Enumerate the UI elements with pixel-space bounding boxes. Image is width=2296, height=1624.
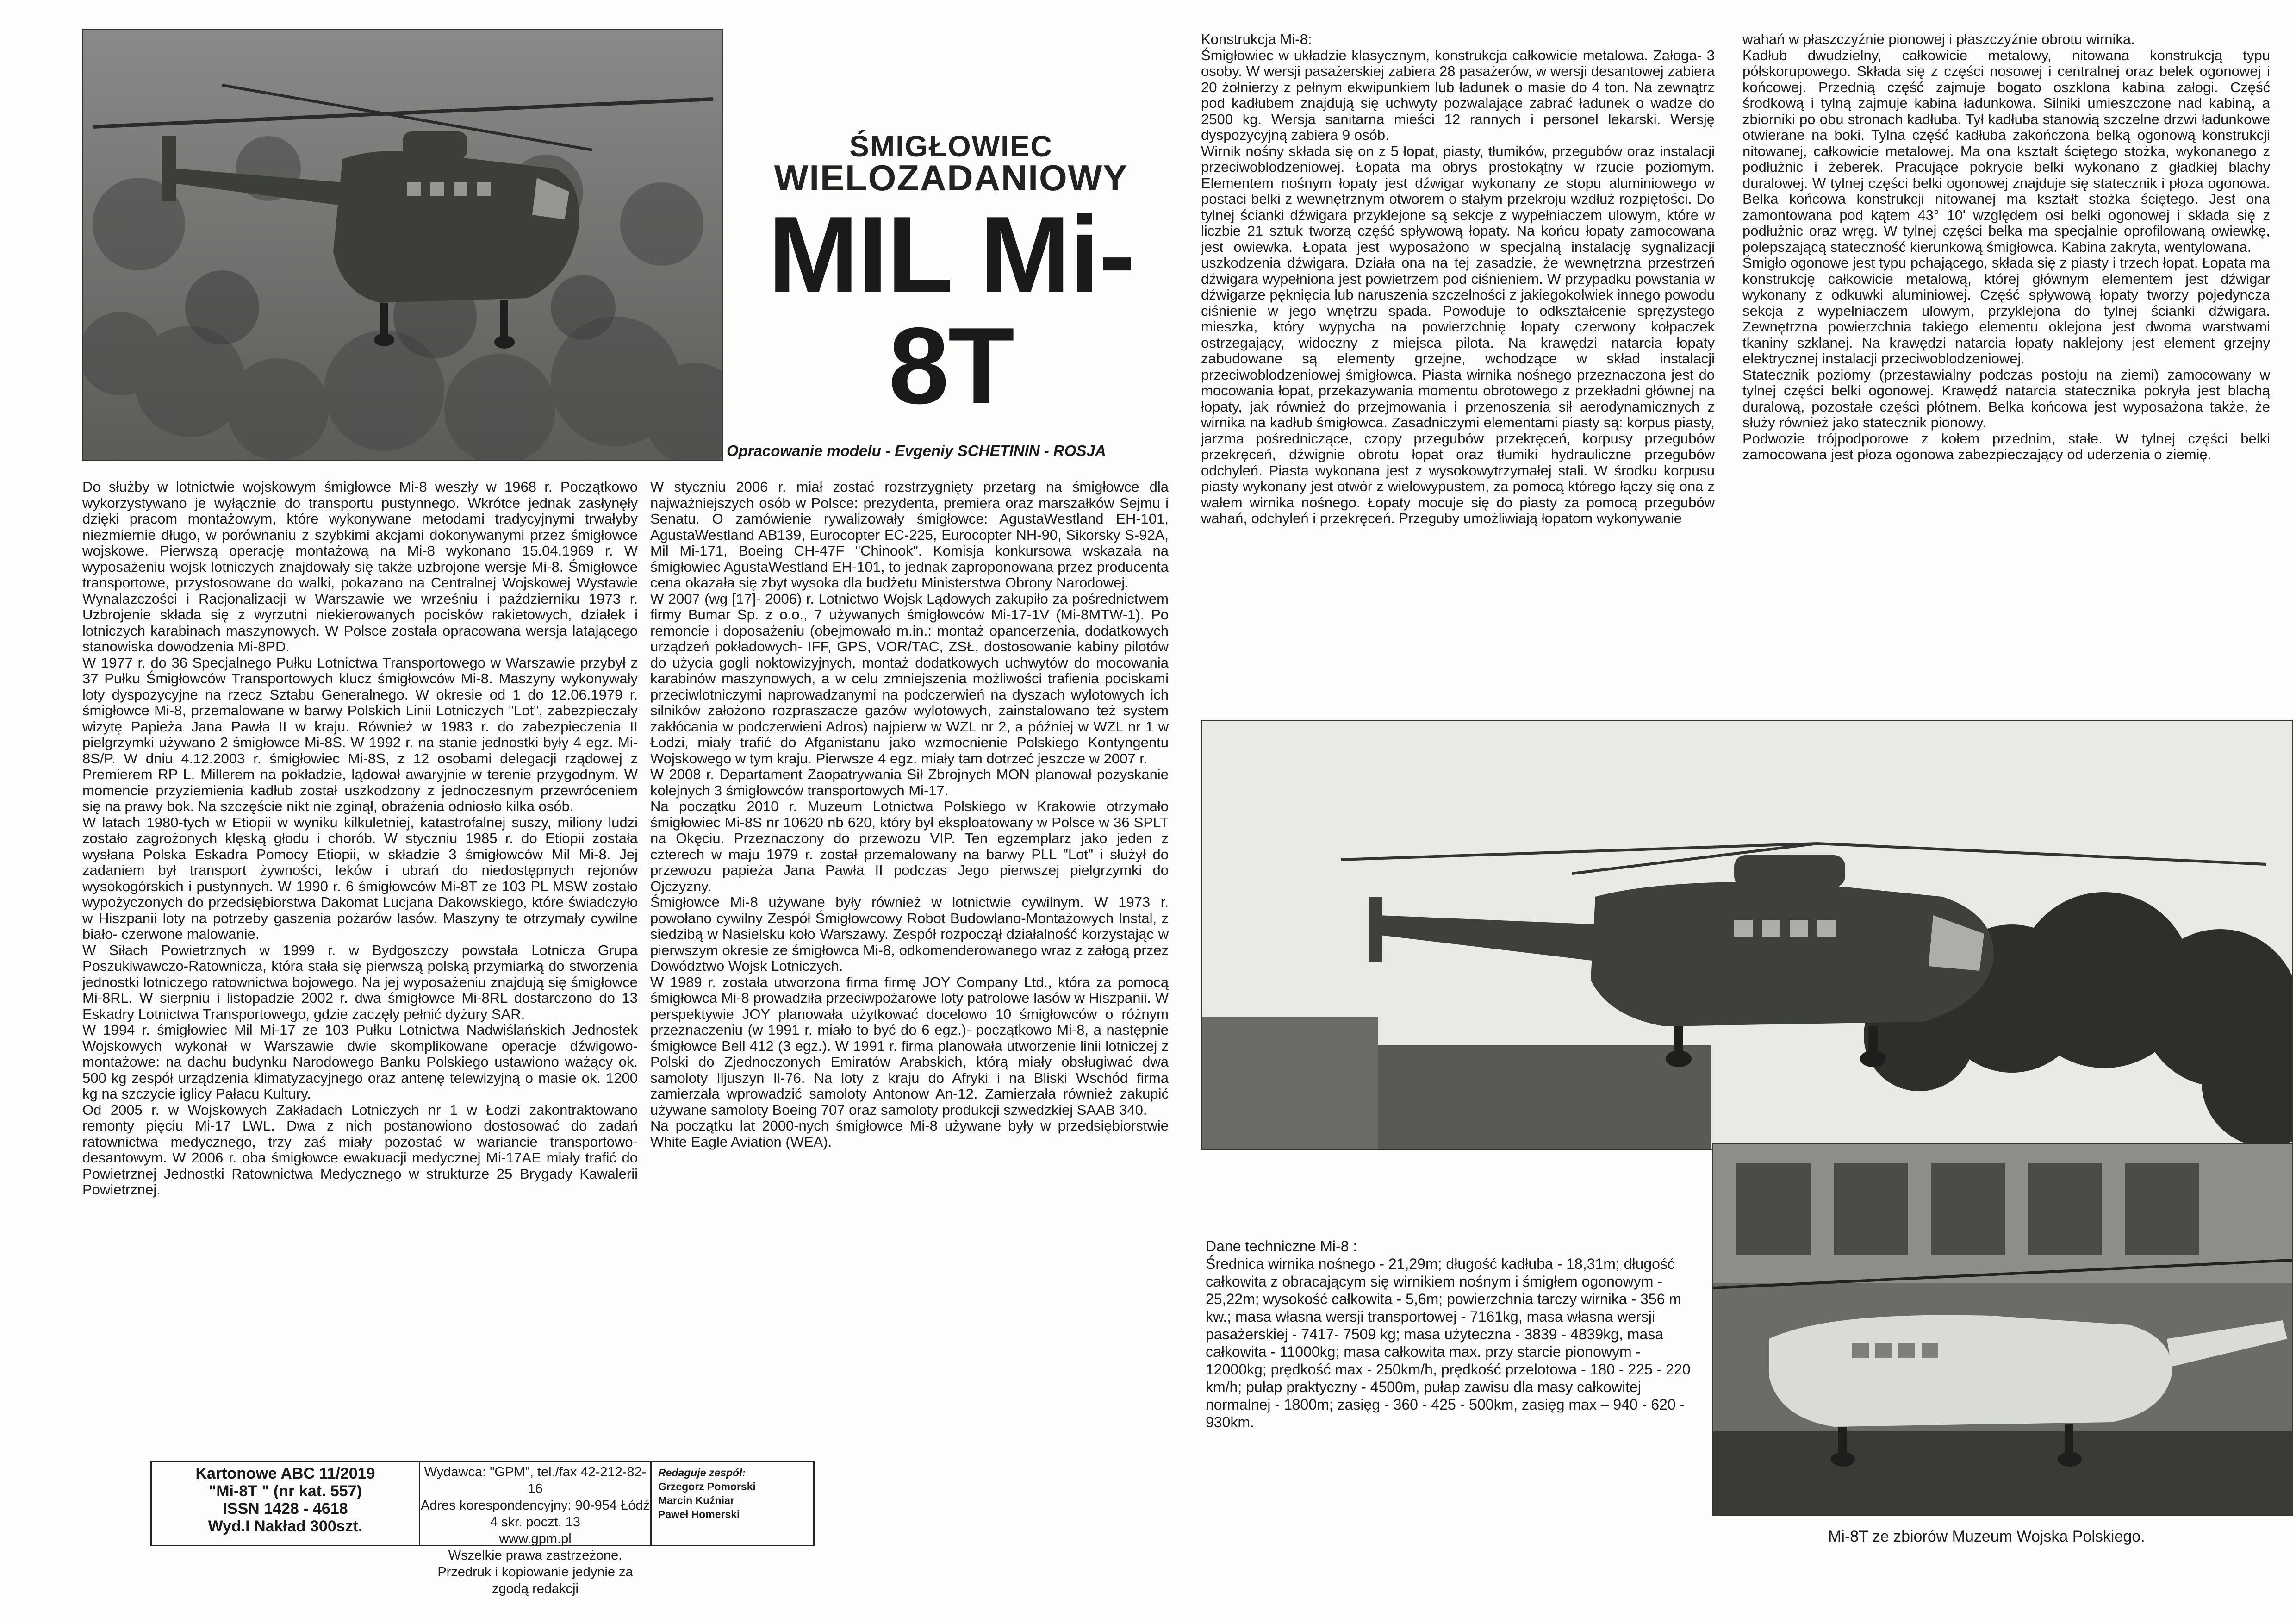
paragraph: W 2008 r. Departament Zaopatrywania Sił Zbrojnych MON planował pozyskanie kolejnych 3 śmigłowców transportowych Mi-17. bbox=[650, 766, 1169, 799]
paragraph: Od 2005 r. w Wojskowych Zakładach Lotniczych nr 1 w Łodzi zakontraktowano remonty pięciu Mi-17 LWL. Dwa z nich postanowiono dostosować do zadań ratownictwa medycznego, trzy zaś miały pozostać w wariancie transportowo-desantowym. W 2006 r. oba śmigłowce ewakuacji medycznej Mi-17AE miały trafić do Powietrznej Jednostki Ratownictwa Medycznego w strukturze 25 Brygady Kawalerii Powietrznej. bbox=[82, 1101, 638, 1198]
subtitle-line2: WIELOZADANIOWY bbox=[774, 157, 1128, 198]
paragraph: wahań w płaszczyźnie pionowej i płaszczyźnie obrotu wirnika. bbox=[1742, 31, 2135, 47]
technical-data bbox=[1201, 1234, 1710, 1435]
imprint-line: Grzegorz Pomorski bbox=[658, 1480, 756, 1493]
imprint-editors-heading: Redaguje zespół: bbox=[658, 1467, 746, 1479]
imprint-publisher bbox=[420, 1462, 652, 1596]
paragraph: Podwozie trójpodporowe z kołem przednim, stałe. W tylnej części belki zamocowana jest płoza ogonowa zabezpieczający od uderzenia o ziemię. bbox=[1742, 430, 2270, 462]
paragraph: W styczniu 2006 r. miał zostać rozstrzygnięty przetarg na śmigłowce dla najważniejszych osób w Polsce: prezydenta, premiera oraz marszałków Sejmu i Senatu. O zamówienie rywalizowały śmigłowce: AgustaWestland EH-101, AgustaWestland AB139, Eurocopter EC-225, Eurocopter NH-90, Sikorsky S-92A, Mil Mi-171, Boeing CH-47F "Chinook". Komisja konkursowa wskazała na śmigłowiec AgustaWestland EH-101, to jednak zaproponowana przez producenta cena okazała się zbyt wysoka dla budżetu Ministerstwa Obrony Narodowej. bbox=[650, 479, 1169, 591]
paragraph: Statecznik poziomy (przestawialny podczas postoju na ziemi) zamocowany w tylnej części belki ogonowej. Krawędź natarcia statecznika pokryła jest blachą duralową, pozostałe części płótnem. Belka końcowa jest wyposażona także, że służy również jako statecznik pionowy. bbox=[1742, 366, 2270, 431]
paragraph: Konstrukcja Mi-8: bbox=[1201, 31, 1312, 47]
landing-helicopter-photo bbox=[1201, 720, 2293, 1150]
imprint-line: Kartonowe ABC 11/2019 bbox=[195, 1465, 375, 1482]
paragraph: W 1977 r. do 36 Specjalnego Pułku Lotnictwa Transportowego w Warszawie przybył z 37 Pułku Śmigłowców Transportowych klucz śmigłowców Mi-8. Maszyny wykonywały loty dyspozycyjne na rzecz Sztabu Generalnego. W okresie od 1 do 12.06.1979 r. śmigłowce Mi-8, przemalowane w barwy Polskich Linii Lotniczych "Lot", zabezpieczały wizytę Papieża Jana Pawła II w kraju. Również w 1983 r. do zabezpieczenia II pielgrzymki używano 2 śmigłowce Mi-8S. W 1992 r. na stanie jednostki były 4 egz. Mi-8S/P. W dniu 4.12.2003 r. śmigłowiec Mi-8S, z 12 osobami delegacji rządowej z Premierem RP L. Millerem na pokładzie, lądował awaryjnie w terenie przygodnym. W momencie przyziemienia kadłub został uszkodzony z jednoczesnym przewróceniem się na prawy bok. Na szczęście nikt nie zginął, obrażenia odniosło kilka osób. bbox=[82, 654, 638, 814]
imprint-line: Marcin Kuźniar bbox=[658, 1494, 734, 1506]
paragraph: W 2007 (wg [17]- 2006) r. Lotnictwo Wojsk Lądowych zakupiło za pośrednictwem firmy Bumar Sp. z o.o., 7 używanych śmigłowców Mi-17-1V (Mi-8MTW-1). Po remoncie i doposażeniu (obejmowało m.in.: montaż opancerzenia, dodatkowych urządzeń pokładowych- IFF, GPS, VOR/TAC, ZSŁ, dostosowanie kabiny pilotów do użycia gogli noktowizyjnych, montaż dodatkowych uchwytów do mocowania karabinów maszynowych, a w celu zmniejszenia możliwości trafienia pociskami przeciwlotniczymi naprowadzanymi na podczerwień na dyszach wylotowych ich silników założono rozpraszacze gazów wylotowych, zainstalowano też system zakłócania w podczerwieni Adros) najpierw w WZL nr 2, a później w WZL nr 1 w Łodzi, miały trafić do Afganistanu jako wzmocnienie Polskiego Kontyngentu Wojskowego w tym kraju. Pierwsze 4 egz. miały tam dotrzeć jeszcze w 2007 r. bbox=[650, 590, 1169, 767]
paragraph: Śmigłowce Mi-8 używane były również w lotnictwie cywilnym. W 1973 r. powołano cywilny Zespół Śmigłowcowy Robot Budowlano-Montażowych Instal, z siedzibą w Nasielsku koło Warszawy. Zespół rozpoczął działalność korzystając w pierwszym okresie ze śmigłowca Mi-8, odkomenderowanego wraz z załogą przez Dowództwo Wojsk Lotniczych. bbox=[650, 894, 1169, 974]
imprint-line: Paweł Homerski bbox=[658, 1508, 740, 1520]
imprint-line: www.gpm.pl bbox=[499, 1531, 572, 1546]
imprint-line: Wszelkie prawa zastrzeżone. bbox=[448, 1548, 622, 1563]
model-credit: Opracowanie modelu - Evgeniy SCHETININ - ROSJA bbox=[727, 442, 1106, 459]
paragraph: Do służby w lotnictwie wojskowym śmigłowce Mi-8 weszły w 1968 r. Początkowo wykorzystywano je wyłącznie do transportu pustynnego. Wkrótce jednak zasłynęły dzięki pracom montażowym, które wykonywane metodami tradycyjnymi trwałyby niezmiernie długo, w porównaniu z szybkimi akcjami dokonywanymi przez śmigłowce wojskowe. Pierwszą operację montażową na Mi-8 wykonano 15.04.1969 r. W wyposażeniu wojsk lotniczych znajdowały się także uzbrojone wersje Mi-8. Śmigłowce transportowe, przystosowane do walki, pokazano na Centralnej Wojskowej Wystawie Wynalazczości i Racjonalizacji w Warszawie we wrześniu i październiku 1973 r. Uzbrojenie składa się z wyrzutni niekierowanych pocisków rakietowych, działek i lotniczych karabinach maszynowych. W Polsce została opracowana wersja latającego stanowiska dowodzenia Mi-8PD. bbox=[82, 479, 638, 655]
paragraph: W latach 1980-tych w Etiopii w wyniku kilkuletniej, katastrofalnej suszy, miliony ludzi zostało zagrożonych klęską głodu i chorób. W styczniu 1985 r. do Etiopii została wysłana Polska Eskadra Pomocy Etiopii, w składzie 3 śmigłowców Mil Mi-8. Jej zadaniem był transport żywności, leków i ubrań do niedostępnych rejonów wysokogórskich i pustynnych. W 1990 r. 6 śmigłowców Mi-8T ze 103 PL MSW zostało wypożyczonych do przedsiębiorstwa Dakomat Lucjana Dakowskiego, które świadczyło w Hiszpanii loty na potrzeby gaszenia pożarów lasów. Maszyny te otrzymały cywilne biało- czerwone malowanie. bbox=[82, 814, 638, 942]
technical-data-heading: Dane techniczne Mi-8 : bbox=[1206, 1238, 1357, 1255]
text-column-3 bbox=[1201, 31, 1715, 527]
paragraph: Śmigło ogonowe jest typu pchającego, składa się z piasty i trzech łopat. Łopata ma konstrukcję całkowicie metalową, której głównym elementem jest dźwigar wykonany z odkuwki aluminiowej. Część spływową łopaty tworzy pojedyncza sekcja z wypełniaczem ulowym, przyklejona do tylnej ścianki dźwigara. Zewnętrzna powierzchnia takiego elementu oklejona jest dwoma warstwami tkaniny szklanej. Na krawędzi natarcia łopaty naklejony jest element grzejny elektrycznej instalacji przeciwoblodzeniowej. bbox=[1742, 255, 2270, 367]
paragraph: Kadłub dwudzielny, całkowicie metalowy, nitowana konstrukcją typu półskorupowego. Składa się z części nosowej i centralnej oraz belek ogonowej i końcowej. Przednią część zajmuje bogato oszklona kabina załogi. Część środkową i tylną zajmuje kabina ładunkowa. Silniki umieszczone nad kabiną, a zbiorniki po obu stronach kadłuba. Tył kadłuba stanowią szczelne drzwi ładunkowe otwierane na boki. Tylna część kadłuba zakończona belką ogonową konstrukcji nitowanej, całkowicie metalowej. Ma ona kształt ściętego stożka, wykonanego z podłużnic i żeberek. Pracujące pokrycie belki wykonano z gładkiej blachy duralowej. W tylnej części belki ogonowej znajduje się statecznik i płoza ogonowa. Belka końcowa konstrukcji nitowanej ma kształt stożka ściętego. Jest ona zamontowana pod kątem 43° 10' względem osi belki ogonowej i składa się z podłużnic oraz wręg. W tylnej części belka ma specjalnie oprofilowaną owiewkę, polepszającą stateczność kierunkową śmigłowca. Kabina zakryta, wentylowana. bbox=[1742, 47, 2270, 255]
paragraph: W 1994 r. śmigłowiec Mil Mi-17 ze 103 Pułku Lotnictwa Nadwiślańskich Jednostek Wojskowych wykonał w Warszawie dwie skomplikowane operacje dźwigowo-montażowe: na dachu budynku Narodowego Banku Polskiego ustawiono ważący ok. 500 kg zespół urządzenia klimatyzacyjnego oraz antenę telewizyjną o masie ok. 1200 kg na szczycie iglicy Pałacu Kultury. bbox=[82, 1022, 638, 1102]
paragraph: Śmigłowiec w układzie klasycznym, konstrukcja całkowicie metalowa. Załoga- 3 osoby. W wersji pasażerskiej zabiera 28 pasażerów, w wersji desantowej zabiera 20 żołnierzy z pełnym ekwipunkiem lub ładunek o masie do 4 ton. Na zewnątrz pod kadłubem znajdują się uchwyty pozwalające zabrać ładunek o wadze do 2500 kg. Wersja sanitarna mieści 12 rannych i personel lekarski. Wersję dyspozycyjną zabiera 9 osób. bbox=[1201, 47, 1715, 143]
title-subtitle bbox=[731, 130, 1171, 198]
technical-data-text: Średnica wirnika nośnego - 21,29m; długość kadłuba - 18,31m; długość całkowita z obracającym się wirnikiem nośnym i śmigłem ogonowym - 25,22m; wysokość całkowita - 5,6m; powierzchnia tarczy wirnika - 356 m kw.; masa własna wersji transportowej - 7161kg, masa własna wersji pasażerskiej - 7417- 7509 kg; masa użyteczna - 3839 - 4839kg, masa całkowita - 11000kg; masa całkowita max. przy starcie pionowym - 12000kg; prędkość max - 250km/h, prędkość przelotowa - 180 - 225 - 220 km/h; pułap praktyczny - 4500m, pułap zawisu dla masy całkowitej normalnej - 1800m; zasięg - 360 - 425 - 500km, zasięg max – 940 - 620 - 930km. bbox=[1206, 1255, 1691, 1430]
photo-caption: Mi-8T ze zbiorów Muzeum Wojska Polskiego. bbox=[1828, 1528, 2145, 1545]
paragraph: W 1989 r. została utworzona firma firmę JOY Company Ltd., która za pomocą śmigłowca Mi-8 prowadziła przeciwpożarowe loty patrolowe lasów w Hiszpanii. W perspektywie JOY planowała użytkować docelowo 10 śmigłowców o różnym przeznaczeniu (w 1991 r. miało to być do 6 egz.)- początkowo Mi-8, a następnie śmigłowce Bell 412 (3 egz.). W 1991 r. firma planowała utworzenie linii lotniczej z Polski do Zjednoczonych Emiratów Arabskich, którą miały obsługiwać dwa samoloty Iljuszyn Il-76. Na loty z kraju do Afryki i na Bliski Wschód firma zamierzała wprowadzić samoloty Antonow An-12. Zamierzała również zakupić używane samoloty Boeing 707 oraz samoloty produkcji szwedzkiej SAAB 340. bbox=[650, 974, 1169, 1118]
imprint-line: Wydawca: "GPM", tel./fax 42-212-82-16 bbox=[424, 1465, 647, 1496]
text-column-2 bbox=[650, 479, 1169, 1150]
paragraph: Wirnik nośny składa się on z 5 łopat, piasty, tłumików, przegubów oraz instalacji przeciwoblodzeniowej. Łopata ma obrys prostokątny w rzucie poziomym. Elementem nośnym łopaty jest dźwigar wykonany ze stopu aluminiowego w postaci belki z wewnętrznym otworem o stałym przekroju wzdłuż rozpiętości. Do tylnej ścianki dźwigara przyklejone są sekcje z wypełniaczem ulowym, które w liczbie 21 sztuk tworzą część spływową łopaty. Na końcu łopaty zamocowana jest owiewka. Łopata jest wyposażono w specjalną instalację sygnalizacji uszkodzenia dźwigara. Działa ona na tej zasadzie, że wewnętrzna przestrzeń dźwigara wypełniona jest powietrzem pod ciśnieniem. W przypadku powstania w dźwigarze pęknięcia lub naruszenia szczelności z jakiegokolwiek innego powodu ciśnienie w jego wnętrzu spada. Powoduje to odkształcenie sprężystego mieszka, który wypycha na powierzchnię łopaty czerwony kołpaczek ostrzegający, widoczny z miejsca pilota. Na krawędzi natarcia łopaty zabudowane są elementy grzejne, wchodzące w skład instalacji przeciwoblodzeniowej śmigłowca. Piasta wirnika nośnego przeznaczona jest do mocowania łopat, przekazywania momentu obrotowego z przekładni głównej na łopaty, jak również do przejmowania i przenoszenia sił aerodynamicznych z wirnika na kadłub śmigłowca. Zasadniczymi elementami piasty są: korpus piasty, jarzma pośredniczące, czopy przegubów przekręceń, korpusy przegubów przekręceń, dźwignie obrotu łopat oraz tłumiki hydrauliczne przegubów odchyleń. Piasta wykonana jest z wysokowytrzymałej stali. W środku korpusu piasty wykonany jest otwór z wielowypustem, za pomocą którego łączy się ona z wałem wirnika nośnego. Łopaty mocuje się do piasty za pomocą przegubów wahań, odchyleń i przekręceń. Przeguby umożliwiają łopatom wykonywanie bbox=[1201, 143, 1715, 526]
page-title: MIL Mi-8T bbox=[768, 194, 1134, 426]
imprint-line: Adres korespondencyjny: 90-954 Łódź 4 skr. poczt. 13 bbox=[421, 1498, 650, 1530]
paragraph: Na początku 2010 r. Muzeum Lotnictwa Polskiego w Krakowie otrzymało śmigłowiec Mi-8S nr 10620 nb 620, który był eksploatowany w Polsce w 36 SPLT na Okęciu. Przeznaczony do przewozu VIP. Ten egzemplarz jako jeden z czterech w maju 1979 r. został przemalowany na barwy PLL "Lot" i służył do przewozu papieża Jana Pawła II podczas Jego pierwszej pielgrzymki do Ojczyzny. bbox=[650, 798, 1169, 894]
text-column-1 bbox=[82, 479, 638, 1198]
imprint-line: Przedruk i kopiowanie jedynie za zgodą redakcji bbox=[437, 1565, 633, 1596]
paragraph: W Siłach Powietrznych w 1999 r. w Bydgoszczy powstała Lotnicza Grupa Poszukiwawczo-Ratownicza, która stała się pierwszą polską przymiarką do stworzenia jednostki lotniczego ratownictwa bojowego. Na jej wyposażeniu znajdują się śmigłowce Mi-8RL. W sierpniu i listopadzie 2002 r. dwa śmigłowce Mi-8RL dostarczono do 13 Eskadry Lotnictwa Transportowego, gdzie zaczęły pełnić dyżury SAR. bbox=[82, 942, 638, 1022]
text-column-4 bbox=[1742, 31, 2270, 463]
imprint-box bbox=[150, 1461, 815, 1596]
museum-helicopter-photo bbox=[1712, 1143, 2293, 1516]
imprint-line: Wyd.I Nakład 300szt. bbox=[208, 1518, 363, 1535]
imprint-editors bbox=[652, 1462, 814, 1545]
imprint-line: ISSN 1428 - 4618 bbox=[223, 1500, 348, 1518]
imprint-publication bbox=[152, 1462, 420, 1545]
paragraph: Na początku lat 2000-nych śmigłowce Mi-8 używane były w przedsiębiorstwie White Eagle Aviation (WEA). bbox=[650, 1118, 1169, 1150]
subtitle-line1: ŚMIGŁOWIEC bbox=[849, 130, 1053, 163]
hero-helicopter-photo bbox=[82, 29, 723, 461]
imprint-line: "Mi-8T " (nr kat. 557) bbox=[209, 1482, 362, 1500]
